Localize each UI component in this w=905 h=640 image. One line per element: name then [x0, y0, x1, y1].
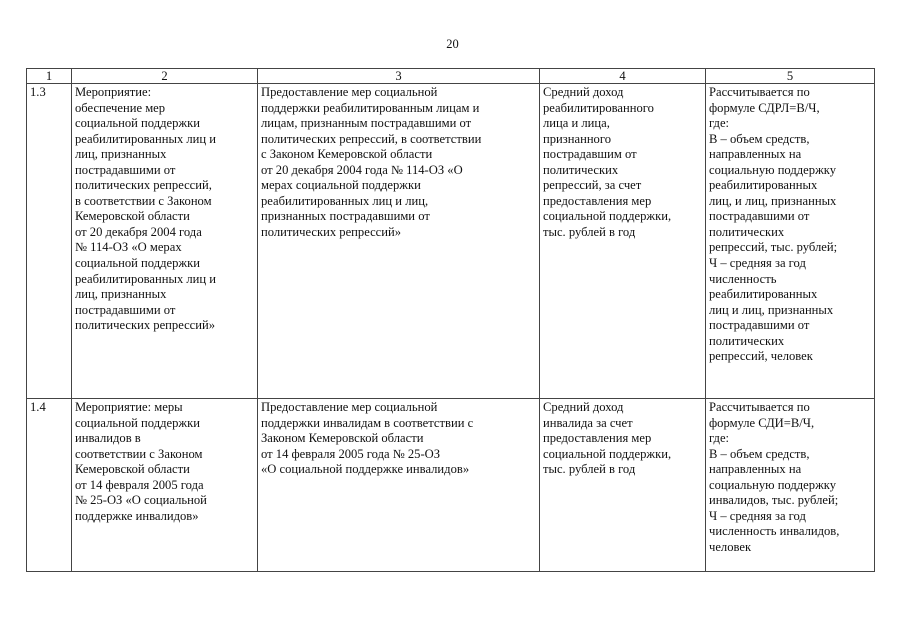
description-cell	[258, 84, 540, 399]
header-col-3: 3	[258, 69, 540, 84]
indicator-cell	[540, 399, 706, 572]
row-number-cell	[27, 84, 72, 399]
description-text: Предоставление мер социальной поддержки реабилитированным лицам и лицам, признанным пострадавшими от политических репрессий, в соответствии с Законом Кемеровской области от 20 декабря 2004 года № 114-ОЗ «О мерах социальной поддержки реабилитированных лиц и лиц, признанных пострадавшими от политических репрессий»	[261, 85, 482, 239]
event-text: Мероприятие: обеспечение мер социальной поддержки реабилитированных лиц и лиц, признанных пострадавшими от политических репрессий, в соответствии с Законом Кемеровской области от 20 декабря 2004 года № 114-ОЗ «О мерах социальной поддержки реабилитированных лиц и лиц, признанных пострадавшими от политических репрессий»	[75, 85, 217, 333]
header-col-2: 2	[72, 69, 258, 84]
row-number: 1.3	[30, 85, 46, 99]
formula-text: Рассчитывается по формуле СДИ=В/Ч, где: В – объем средств, направленных на социальную поддержку инвалидов, тыс. рублей; Ч – средняя за год численность инвалидов, человек	[709, 400, 840, 554]
indicator-text: Средний доход инвалида за счет предоставления мер социальной поддержки, тыс. рублей в год	[543, 400, 672, 477]
header-col-1: 1	[27, 69, 72, 84]
indicator-cell	[540, 84, 706, 399]
data-table	[26, 68, 875, 572]
formula-cell	[706, 84, 875, 399]
row-number: 1.4	[30, 400, 46, 414]
indicator-text: Средний доход реабилитированного лица и лица, признанного пострадавшим от политических репрессий, за счет предоставления мер социальной поддержки, тыс. рублей в год	[543, 85, 672, 239]
event-text: Мероприятие: меры социальной поддержки инвалидов в соответствии с Законом Кемеровской области от 14 февраля 2005 года № 25-ОЗ «О социальной поддержке инвалидов»	[75, 400, 207, 523]
page-number: 20	[446, 37, 459, 51]
table-header-row	[27, 69, 875, 84]
event-cell	[72, 84, 258, 399]
row-number-cell	[27, 399, 72, 572]
table-row	[27, 84, 875, 399]
table-row	[27, 399, 875, 572]
formula-text: Рассчитывается по формуле СДРЛ=В/Ч, где: В – объем средств, направленных на социальную поддержку реабилитированных лиц, и лиц, признанных пострадавшими от политических репрессий, тыс. рублей; Ч – средняя за год численность реабилитированных лиц и лиц, признанных пострадавшими от политических репрессий, человек	[709, 85, 838, 364]
event-cell	[72, 399, 258, 572]
header-col-5: 5	[706, 69, 875, 84]
header-col-4: 4	[540, 69, 706, 84]
formula-cell	[706, 399, 875, 572]
description-cell	[258, 399, 540, 572]
description-text: Предоставление мер социальной поддержки инвалидам в соответствии с Законом Кемеровской области от 14 февраля 2005 года № 25-ОЗ «О социальной поддержке инвалидов»	[261, 400, 474, 477]
